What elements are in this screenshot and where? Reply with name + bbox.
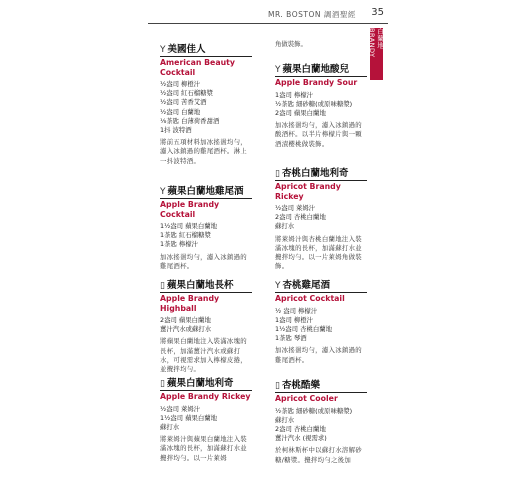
ingredient: ½盎司 萊姆汁	[160, 404, 201, 413]
ingredient: ½盎司 萊姆汁	[275, 204, 316, 212]
recipe-title-zh: 杏桃酷樂	[281, 380, 320, 391]
recipe-title-en: American Beauty Cocktail	[160, 58, 235, 77]
recipe-title-en: Apple Brandy Highball	[160, 294, 220, 313]
ingredient: 1½盎司 蘋果白蘭地	[160, 413, 218, 422]
ingredient: ½盎司 柳橙汁	[160, 80, 201, 88]
ingredient: 2盎司 蘋果白蘭地	[275, 108, 326, 117]
cocktail-glass-icon: Y	[275, 65, 281, 75]
recipe-method: 將前五項材料加冰搖盪均勻，濾入冰鎮過的雞尾酒杯。淋上一抖波特酒。	[160, 138, 247, 165]
ingredient: ½盎司 白蘭地	[160, 107, 201, 116]
recipe-method: 將萊姆汁與蘋果白蘭地注入裝滿冰塊的長杯，加滿蘇打水並攪拌均勻。以一片萊姆	[160, 435, 247, 462]
recipe-apple-brandy-rickey	[160, 378, 252, 463]
recipe-title-zh: 杏桃雞尾酒	[282, 280, 331, 291]
recipe-title-en: Apricot Cooler	[275, 394, 338, 403]
chapter-side-tab: 白蘭地 BRANDY	[370, 28, 383, 80]
continued-text: 角做裝飾。	[275, 40, 307, 48]
ingredient: ⅛茶匙 白薄荷香甜酒	[160, 116, 220, 125]
header-rule	[148, 23, 388, 24]
ingredient: ½ 盎司 檸檬汁	[275, 306, 318, 315]
recipe-method: 加冰搖盪均勻，濾入冰鎮過的雞尾酒杯。	[275, 346, 362, 364]
cocktail-glass-icon: Y	[160, 45, 166, 55]
ingredient: 2盎司 杏桃白蘭地	[275, 424, 326, 433]
ingredient: 1盎司 檸檬汁	[275, 90, 314, 99]
page-number: 35	[371, 7, 384, 18]
recipe-method: 於柯林斯杯中以蘇打水溶解砂糖/糖漿。攪拌均勻之後加	[275, 446, 362, 464]
recipe-title-en: Apple Brandy Cocktail	[160, 200, 220, 219]
recipe-title-zh: 蘋果白蘭地長杯	[166, 280, 234, 291]
ingredient: 蘇打水	[275, 415, 295, 424]
recipe-title-en: Apple Brandy Rickey	[160, 392, 251, 401]
recipe-method: 將蘋果白蘭地注入裝滿冰塊的長杯，加滿薑汁汽水或蘇打水，可視需求加入檸檬皮捲，並攪拌均勻。	[160, 337, 247, 374]
ingredient: 1½盎司 杏桃白蘭地	[275, 324, 333, 333]
recipe-title-zh: 蘋果白蘭地酸兒	[282, 64, 350, 75]
cocktail-glass-icon: Y	[160, 187, 166, 197]
recipe-method: 將萊姆汁與杏桃白蘭地注入裝滿冰塊的長杯，加滿蘇打水並攪拌均勻。以一片萊姆角做裝飾。	[275, 234, 362, 271]
recipe-apple-brandy-cocktail	[160, 186, 252, 271]
highball-glass-icon: ▯	[275, 169, 280, 179]
recipe-title-en: Apricot Cocktail	[275, 294, 345, 303]
ingredient: ½茶匙 細砂糖(或原味糖漿)	[275, 99, 353, 108]
cocktail-glass-icon: Y	[275, 281, 281, 291]
ingredient: 蘇打水	[275, 222, 295, 231]
ingredient: 蘇打水	[160, 422, 180, 431]
recipe-apricot-cooler	[275, 380, 367, 465]
highball-glass-icon: ▯	[160, 379, 165, 389]
ingredient: 1茶匙 紅石榴糖漿	[160, 231, 211, 240]
running-header	[148, 6, 388, 24]
ingredient: ½茶匙 細砂糖(或原味糖漿)	[275, 406, 353, 415]
recipe-apple-brandy-sour	[275, 64, 367, 149]
ingredient: 2盎司 杏桃白蘭地	[275, 213, 326, 222]
recipe-method: 加冰搖盪均勻，濾入冰鎮過的雞尾酒杯。	[160, 252, 247, 270]
ingredient: 1抖 波特酒	[160, 126, 192, 135]
recipe-title-zh: 杏桃白蘭地利奇	[281, 168, 349, 179]
highball-glass-icon: ▯	[160, 281, 165, 291]
recipe-apricot-cocktail	[275, 280, 367, 365]
ingredient: ½盎司 紅石榴糖漿	[160, 89, 213, 98]
ingredient: 1½盎司 蘋果白蘭地	[160, 222, 218, 230]
ingredient: 薑汁汽水 (視需求)	[275, 434, 327, 443]
recipe-title-zh: 美國佳人	[167, 44, 206, 55]
highball-glass-icon: ▯	[275, 381, 280, 391]
recipe-apple-brandy-highball	[160, 280, 252, 374]
book-series-title: MR. BOSTON 調酒聖經	[268, 10, 356, 19]
recipe-american-beauty	[160, 44, 252, 166]
ingredient: ½盎司 苦香艾酒	[160, 98, 207, 107]
recipe-title-zh: 蘋果白蘭地雞尾酒	[167, 186, 244, 197]
ingredient: 1茶匙 琴酒	[275, 334, 307, 343]
recipe-apricot-brandy-rickey	[275, 168, 367, 271]
recipe-method: 加冰搖盪均勻，濾入冰鎮過的酸酒杯。以半片檸檬片與一顆酒漬櫻桃做裝飾。	[275, 121, 362, 148]
ingredient: 1盎司 柳橙汁	[275, 315, 314, 324]
recipe-title-en: Apricot Brandy Rickey	[275, 182, 341, 201]
recipe-title-zh: 蘋果白蘭地利奇	[166, 378, 234, 389]
ingredient: 2盎司 蘋果白蘭地	[160, 316, 211, 324]
ingredient: 薑汁汽水或蘇打水	[160, 325, 212, 334]
recipe-title-en: Apple Brandy Sour	[275, 78, 358, 87]
ingredient: 1茶匙 檸檬汁	[160, 240, 199, 249]
